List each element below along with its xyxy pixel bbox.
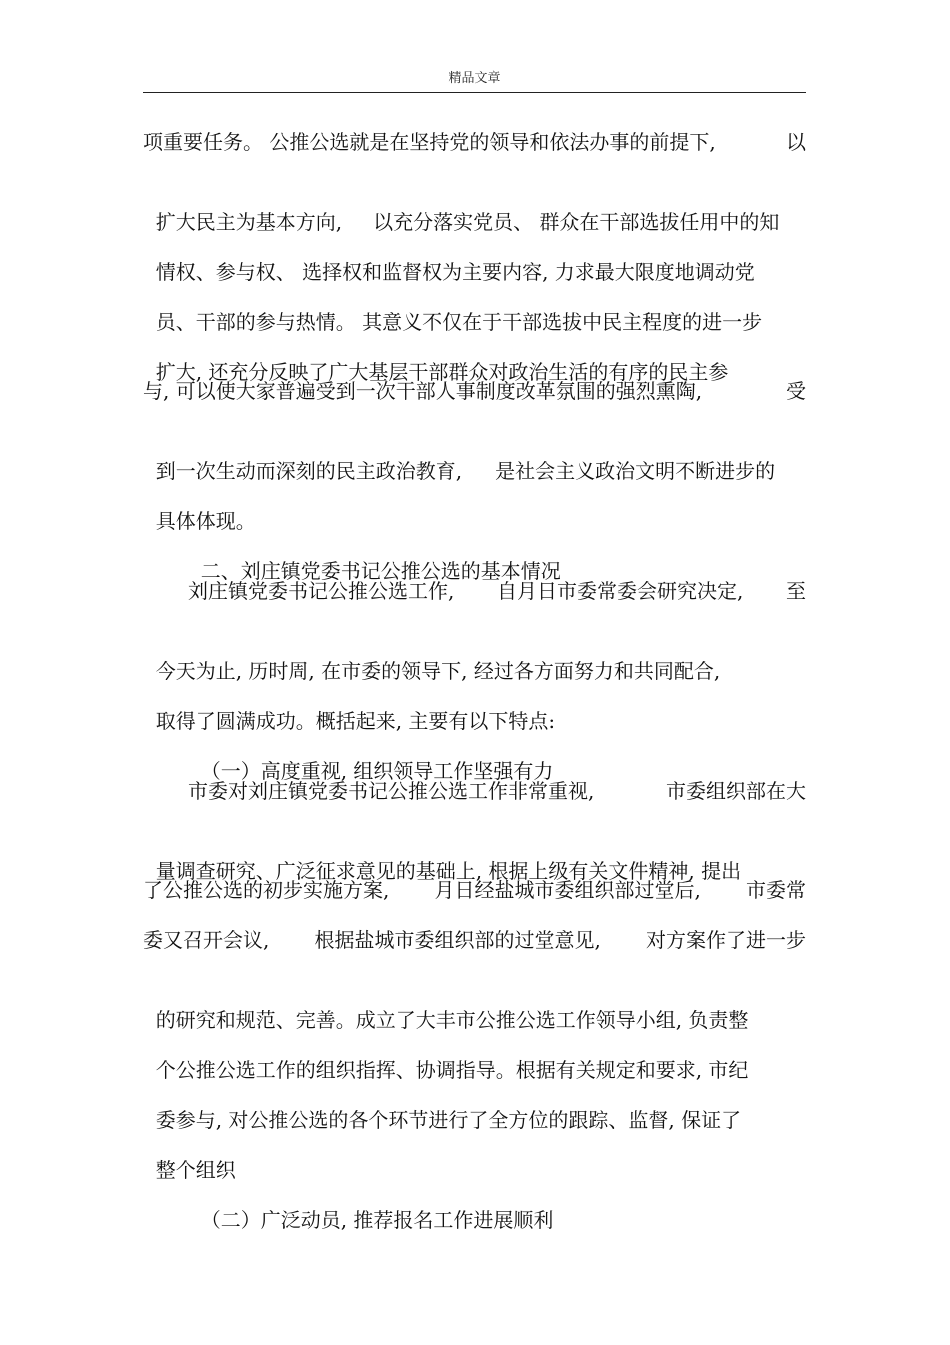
- header-title: 精品文章: [448, 71, 501, 86]
- text-segment: 至: [786, 579, 806, 603]
- text-segment: 项重要任务。 公推公选就是在坚持党的领导和依法办事的前提下,: [143, 130, 716, 154]
- body-line: [143, 1125, 806, 1182]
- text-segment: 根据盐城市委组织部的过堂意见,: [314, 928, 601, 952]
- text-segment: 与, 可以使大家普遍受到一次干部人事制度改革氛围的强烈熏陶,: [143, 379, 703, 403]
- text-segment: 情权、参与权、 选择权和监督权为主要内容, 力求最大限度地调动党: [155, 260, 755, 284]
- text-segment: 扩大, 还充分反映了广大基层干部群众对政治生活的有序的民主参: [155, 360, 729, 384]
- text-segment: 员、干部的参与热情。 其意义不仅在于干部选拔中民主程度的进一步: [155, 310, 763, 334]
- body-line: [143, 426, 806, 483]
- text-segment: 取得了圆满成功。概括起来, 主要有以下特点:: [155, 709, 556, 733]
- text-segment: 受: [786, 379, 806, 403]
- body-line: [143, 776, 806, 806]
- text-segment: 二、刘庄镇党委书记公推公选的基本情况: [200, 559, 561, 583]
- text-segment: 市委对刘庄镇党委书记公推公选工作非常重视,: [188, 779, 595, 803]
- text-segment: 到一次生动而深刻的民主政治教育,: [155, 459, 463, 483]
- text-segment: 了公推公选的初步实施方案,: [143, 878, 390, 902]
- text-segment: 个公推公选工作的组织指挥、协调指导。根据有关规定和要求, 市纪: [155, 1058, 749, 1082]
- text-segment: 市委常: [746, 878, 806, 902]
- body-line: [143, 576, 806, 606]
- body-line: [143, 376, 806, 406]
- text-segment: 委参与, 对公推公选的各个环节进行了全方位的跟踪、监督, 保证了: [155, 1108, 742, 1132]
- body-line: [143, 476, 806, 533]
- body-line: [143, 227, 806, 284]
- body-line: [143, 327, 806, 384]
- body-line: [143, 925, 806, 955]
- text-segment: 量调查研究、广泛征求意见的基础上, 根据上级有关文件精神, 提出: [155, 859, 742, 883]
- text-segment: 整个组织: [155, 1158, 236, 1182]
- text-segment: （一）高度重视, 组织领导工作坚强有力: [200, 759, 554, 783]
- text-segment: 是社会主义政治文明不断进步的: [495, 459, 776, 483]
- text-segment: 月日经盐城市委组织部过堂后,: [434, 878, 701, 902]
- subsection-heading: [143, 1175, 806, 1232]
- text-segment: 扩大民主为基本方向,: [155, 210, 343, 234]
- body-line: [143, 1075, 806, 1132]
- text-segment: 自月日市委常委会研究决定,: [497, 579, 744, 603]
- section-heading: [143, 526, 806, 583]
- body-line: [143, 127, 806, 157]
- text-segment: 对方案作了进一步: [646, 928, 806, 952]
- body-line: [143, 676, 806, 733]
- body-line: [143, 626, 806, 683]
- text-segment: （二）广泛动员, 推荐报名工作进展顺利: [200, 1208, 554, 1232]
- text-segment: 以充分落实党员、 群众在干部选拔任用中的知: [373, 210, 780, 234]
- body-line: [143, 975, 806, 1032]
- body-line: [143, 277, 806, 334]
- body-line: [143, 875, 806, 905]
- subsection-heading: [143, 726, 806, 783]
- text-segment: 刘庄镇党委书记公推公选工作,: [188, 579, 455, 603]
- text-segment: 具体体现。: [155, 509, 256, 533]
- text-segment: 以: [786, 130, 806, 154]
- page-header: [143, 64, 806, 93]
- text-segment: 的研究和规范、完善。成立了大丰市公推公选工作领导小组, 负责整: [155, 1008, 749, 1032]
- body-line: [143, 1025, 806, 1082]
- text-segment: 市委组织部在大: [666, 779, 806, 803]
- text-segment: 委又召开会议,: [143, 928, 270, 952]
- text-segment: 今天为止, 历时周, 在市委的领导下, 经过各方面努力和共同配合,: [155, 659, 721, 683]
- body-line: [143, 826, 806, 883]
- body-line: [143, 177, 806, 234]
